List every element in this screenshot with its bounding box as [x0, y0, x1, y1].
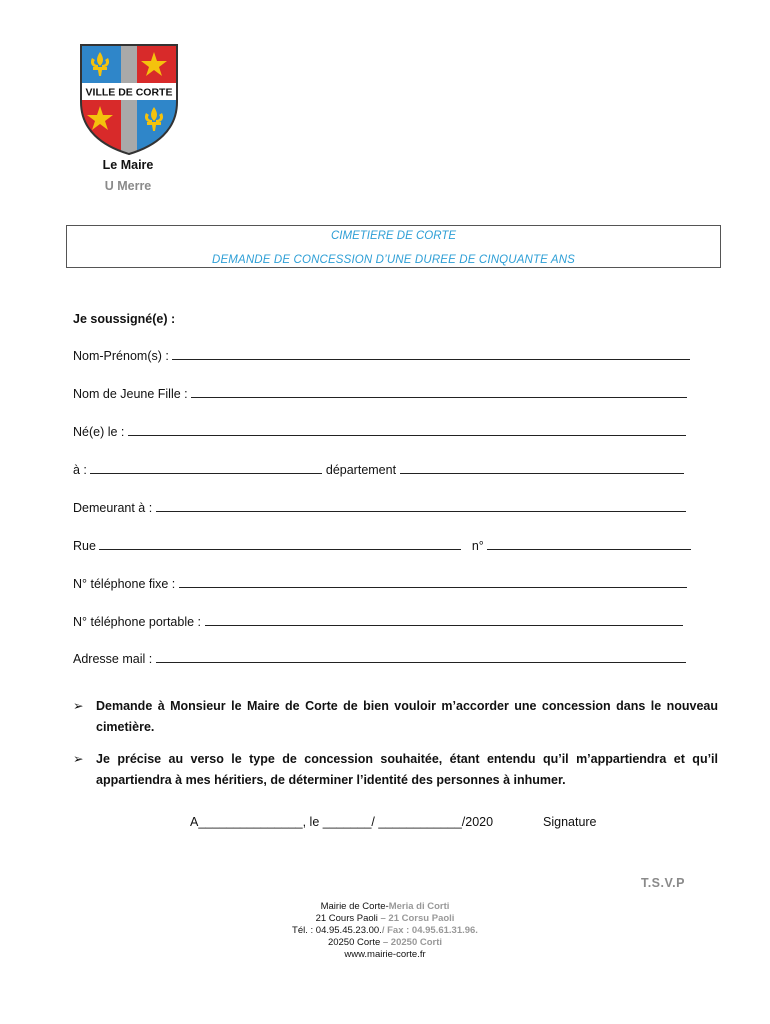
field-label: département — [325, 463, 397, 477]
field-label: à : — [73, 463, 87, 477]
field-label: Nom-Prénom(s) : — [73, 349, 169, 363]
tsvp-note: T.S.V.P — [640, 876, 685, 890]
arrow-bullet-icon: ➢ — [73, 699, 84, 713]
footer-line — [225, 901, 545, 913]
corte-coat-of-arms-logo — [78, 42, 180, 156]
title-line-2: DEMANDE DE CONCESSION D’UNE DUREE DE CINQUANTE ANS — [212, 254, 575, 266]
field-lieu-departement[interactable] — [73, 462, 698, 477]
field-label: Demeurant à : — [73, 501, 153, 515]
signature-label: Signature — [543, 815, 597, 829]
title-line-1: CIMETIERE DE CORTE — [330, 230, 457, 242]
field-line[interactable] — [179, 576, 687, 588]
field-label: Nom de Jeune Fille : — [73, 387, 188, 401]
arrow-bullet-icon: ➢ — [73, 752, 84, 766]
footer-address — [225, 901, 545, 961]
field-tel-fixe[interactable] — [73, 576, 698, 591]
field-line[interactable] — [191, 386, 687, 398]
footer-text-corsican: – 21 Corsu Paoli — [377, 913, 455, 924]
field-line[interactable] — [205, 614, 683, 626]
mayor-label-french: Le Maire — [102, 158, 154, 172]
document-title-box — [66, 225, 721, 268]
field-line[interactable] — [128, 424, 686, 436]
crest-banner-text: VILLE DE CORTE — [85, 86, 173, 99]
field-tel-portable[interactable] — [73, 614, 698, 629]
footer-text: Mairie de Corte- — [320, 901, 389, 912]
field-label: Rue — [73, 539, 96, 553]
field-line[interactable] — [172, 348, 690, 360]
footer-line — [225, 925, 545, 937]
footer-text: 20250 Corte — [327, 937, 381, 948]
form-intro: Je soussigné(e) : — [73, 312, 176, 326]
request-item — [73, 696, 718, 738]
field-rue-numero[interactable] — [73, 538, 698, 553]
field-label: n° — [471, 539, 484, 553]
footer-website[interactable]: www.mairie-corte.fr — [344, 949, 426, 960]
field-nom-jeune-fille[interactable] — [73, 386, 698, 401]
field-email[interactable] — [73, 651, 698, 666]
field-line[interactable] — [156, 500, 686, 512]
field-line[interactable] — [400, 462, 684, 474]
place-date-line[interactable]: A_______________, le _______/ ____________/2020 — [190, 815, 494, 829]
field-line[interactable] — [487, 538, 691, 550]
footer-line — [225, 913, 545, 925]
footer-text-corsican: Meria di Corti — [388, 901, 450, 912]
field-label: Né(e) le : — [73, 425, 125, 439]
footer-text: 21 Cours Paoli — [315, 913, 378, 924]
field-demeurant[interactable] — [73, 500, 698, 515]
field-nom-prenom[interactable] — [73, 348, 698, 363]
footer-line — [225, 937, 545, 949]
footer-text-fax: / Fax : 04.95.61.31.96. — [381, 925, 478, 936]
mayor-label-corsican: U Merre — [104, 179, 152, 193]
field-label: N° téléphone portable : — [73, 615, 202, 629]
field-line[interactable] — [99, 538, 461, 550]
request-text: Demande à Monsieur le Maire de Corte de bien vouloir m’accorder une concession dans le nouveau cimetière. — [96, 699, 718, 734]
field-label: Adresse mail : — [73, 652, 153, 666]
request-text: Je précise au verso le type de concession souhaitée, étant entendu qu’il m’appartiendra et qu’il appartiendra à mes héritiers, de déterminer l’identité des personnes à inhumer. — [96, 752, 718, 787]
footer-text-corsican: – 20250 Corti — [380, 937, 443, 948]
field-line[interactable] — [156, 651, 686, 663]
field-label: N° téléphone fixe : — [73, 577, 176, 591]
request-item — [73, 749, 718, 791]
footer-text: Tél. : 04.95.45.23.00. — [292, 925, 382, 936]
field-line[interactable] — [90, 462, 322, 474]
field-ne-le[interactable] — [73, 424, 698, 439]
